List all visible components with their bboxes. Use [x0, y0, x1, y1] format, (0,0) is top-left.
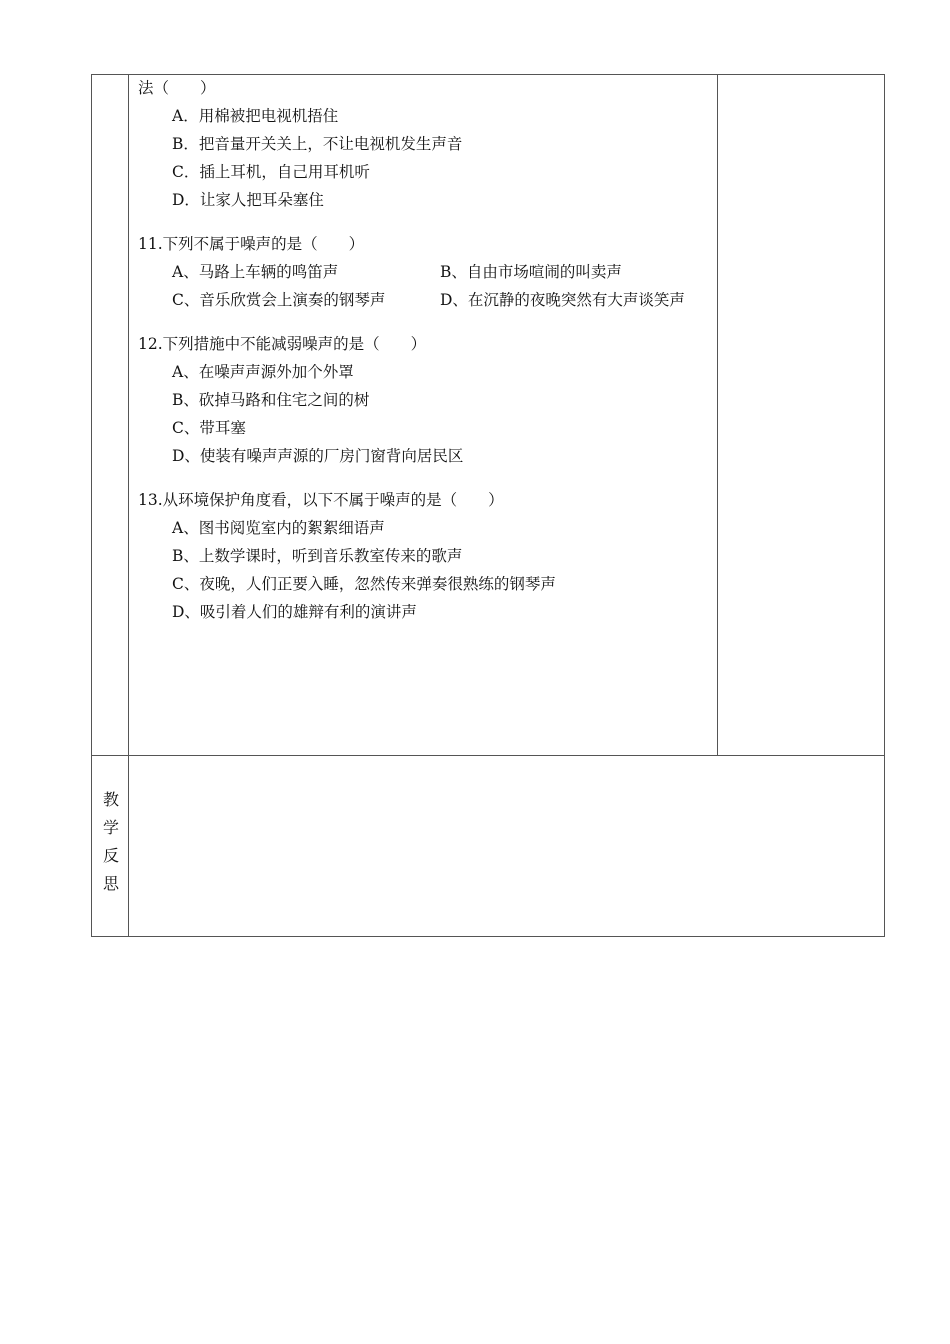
option-b: B、上数学课时，听到音乐教室传来的歌声	[172, 547, 463, 565]
label-char: 反	[102, 846, 119, 865]
question-stem: 12.下列措施中不能减弱噪声的是（ ）	[138, 335, 427, 353]
label-char: 学	[102, 818, 119, 837]
option-b: B、自由市场喧闹的叫卖声	[440, 263, 622, 281]
option-c: C、音乐欣赏会上演奏的钢琴声	[172, 291, 386, 309]
option-c: C．插上耳机，自己用耳机听	[172, 163, 370, 181]
question-13	[138, 486, 716, 626]
option-a: A、图书阅览室内的絮絮细语声	[172, 519, 385, 537]
label-char: 教	[102, 790, 119, 809]
option-d: D．让家人把耳朵塞住	[172, 191, 324, 209]
question-continued	[138, 74, 716, 214]
table-right-border	[884, 74, 885, 937]
table-bottom-border	[91, 936, 885, 937]
option-a: A、在噪声声源外加个外罩	[172, 363, 354, 381]
question-12	[138, 330, 716, 470]
option-d: D、在沉静的夜晚突然有大声谈笑声	[440, 291, 685, 309]
exercise-content	[138, 74, 716, 626]
options-row	[138, 286, 716, 314]
question-stem: 法（ ）	[138, 79, 216, 97]
options-row	[138, 258, 716, 286]
option-a: A、马路上车辆的鸣笛声	[172, 263, 339, 281]
option-b: B．把音量开关关上，不让电视机发生声音	[172, 135, 463, 153]
option-d: D、使装有噪声声源的厂房门窗背向居民区	[172, 447, 464, 465]
teaching-reflection-area[interactable]	[129, 756, 884, 936]
option-a: A．用棉被把电视机捂住	[172, 107, 339, 125]
option-b: B、砍掉马路和住宅之间的树	[172, 391, 370, 409]
teaching-reflection-label	[92, 786, 130, 898]
label-char: 思	[102, 874, 119, 893]
option-c: C、夜晚，人们正要入睡，忽然传来弹奏很熟练的钢琴声	[172, 575, 556, 593]
option-c: C、带耳塞	[172, 419, 246, 437]
question-11	[138, 230, 716, 314]
question-stem: 11.下列不属于噪声的是（ ）	[138, 235, 365, 253]
table-notes-column-border	[717, 74, 718, 756]
option-d: D、吸引着人们的雄辩有利的演讲声	[172, 603, 417, 621]
question-stem: 13.从环境保护角度看，以下不属于噪声的是（ ）	[138, 491, 504, 509]
